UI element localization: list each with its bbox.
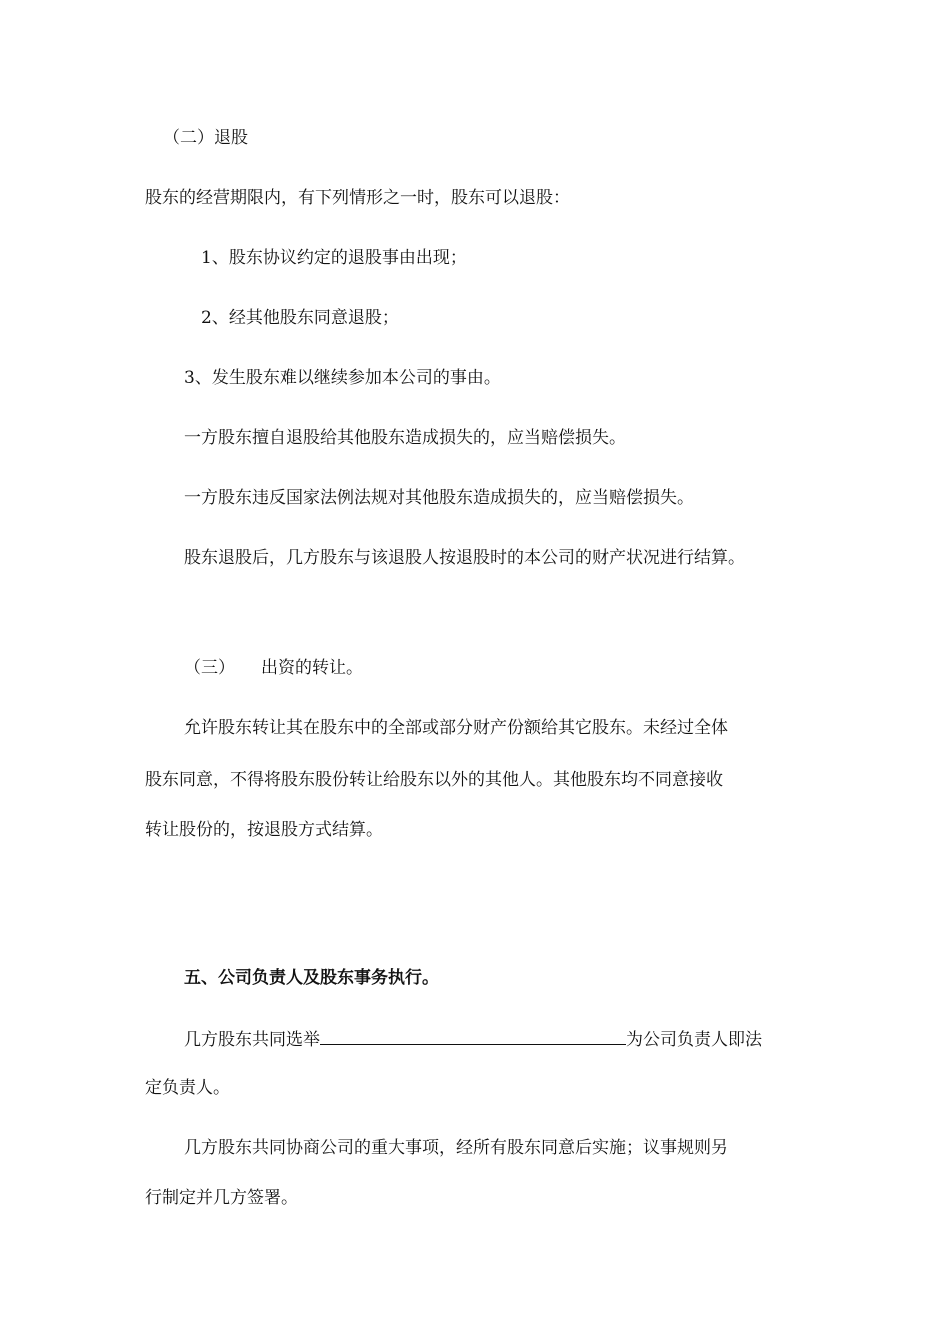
- election-text-before: 几方股东共同选举: [184, 1030, 320, 1050]
- list-item-3: 3、发生股东难以继续参加本公司的事由。: [184, 368, 501, 388]
- section-5-heading: 五、公司负责人及股东事务执行。: [184, 968, 439, 988]
- consultation-paragraph-line-1: 几方股东共同协商公司的重大事项，经所有股东同意后实施；议事规则另: [184, 1138, 728, 1158]
- transfer-line-3: 转让股份的，按退股方式结算。: [145, 820, 383, 840]
- election-paragraph-line-2: 定负责人。: [145, 1078, 230, 1098]
- election-paragraph-line-1: [184, 1026, 762, 1052]
- transfer-line-1: 允许股东转让其在股东中的全部或部分财产份额给其它股东。未经过全体: [184, 718, 728, 738]
- section-2-intro: 股东的经营期限内，有下列情形之一时，股东可以退股：: [145, 188, 570, 208]
- section-3-heading: [184, 656, 363, 680]
- transfer-line-2: 股东同意，不得将股东股份转让给股东以外的其他人。其他股东均不同意接收: [145, 770, 723, 790]
- paragraph-settlement: 股东退股后，几方股东与该退股人按退股时的本公司的财产状况进行结算。: [184, 548, 745, 568]
- section-3-title: 出资的转让。: [261, 658, 363, 678]
- paragraph-law-violation: 一方股东违反国家法例法规对其他股东造成损失的，应当赔偿损失。: [184, 488, 694, 508]
- section-3-number: （三）: [184, 658, 235, 678]
- paragraph-withdraw-loss: 一方股东擅自退股给其他股东造成损失的，应当赔偿损失。: [184, 428, 626, 448]
- consultation-paragraph-line-2: 行制定并几方签署。: [145, 1188, 298, 1208]
- election-text-after: 为公司负责人即法: [626, 1030, 762, 1050]
- responsible-person-blank[interactable]: [320, 1026, 626, 1045]
- list-item-1: 1、股东协议约定的退股事由出现；: [201, 248, 467, 268]
- list-item-2: 2、经其他股东同意退股；: [201, 308, 399, 328]
- section-2-heading: （二）退股: [163, 128, 248, 148]
